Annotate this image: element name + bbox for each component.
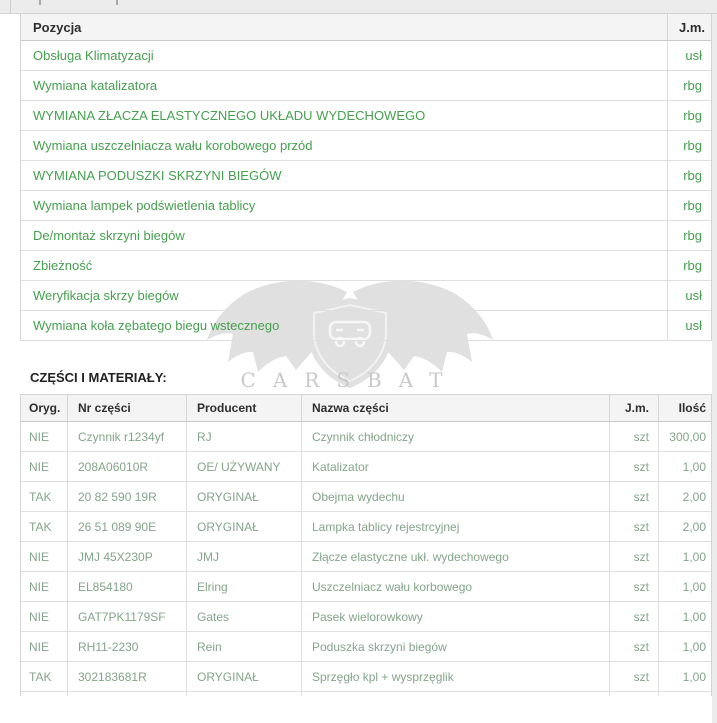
part-row <box>21 572 711 602</box>
service-name-link[interactable]: Obsługa Klimatyzacji <box>33 48 154 63</box>
part-quantity: 2,00 <box>658 482 713 511</box>
service-unit: rbg <box>667 221 711 250</box>
cutoff-top-strip <box>0 0 717 14</box>
part-name: Pasek wielorowkowy <box>301 602 609 631</box>
parts-section-heading: CZĘŚCI I MATERIAŁY: <box>30 370 167 385</box>
watermark-brand-text: CARSBAT <box>240 368 460 392</box>
part-row <box>21 452 711 482</box>
parts-table <box>20 394 712 696</box>
part-name: Czynnik chłodniczy <box>301 422 609 451</box>
part-original-flag: NIE <box>29 549 50 564</box>
service-row <box>21 191 711 221</box>
part-original-flag: NIE <box>29 609 50 624</box>
part-number: 302183681R <box>67 662 186 691</box>
service-row <box>21 251 711 281</box>
part-unit: szt <box>609 512 658 541</box>
part-producer: OE/ UŻYWANY <box>186 452 301 481</box>
part-unit: szt <box>609 632 658 661</box>
part-quantity: 1,00 <box>658 662 713 691</box>
part-row <box>21 422 711 452</box>
part-row <box>21 632 711 662</box>
part-unit: szt <box>609 452 658 481</box>
part-unit: szt <box>609 572 658 601</box>
part-quantity: 1,00 <box>658 542 713 571</box>
part-producer: Gates <box>186 602 301 631</box>
service-unit: rbg <box>667 71 711 100</box>
service-unit: rbg <box>667 251 711 280</box>
part-unit: szt <box>609 662 658 691</box>
part-row <box>21 482 711 512</box>
service-name-link[interactable]: WYMIANA PODUSZKI SKRZYNI BIEGÓW <box>33 168 282 183</box>
part-name: Uszczelniacz wału korbowego <box>301 572 609 601</box>
service-name-link[interactable]: Weryfikacja skrzy biegów <box>33 288 179 303</box>
column-header-ilosc: Ilość <box>658 395 713 421</box>
column-header-pozycja: Pozycja <box>33 19 82 35</box>
part-producer: Rein <box>186 632 301 661</box>
service-row <box>21 311 711 341</box>
part-number: GAT7PK1179SF <box>67 602 186 631</box>
part-name: Lampka tablicy rejestrcyjnej <box>301 512 609 541</box>
part-row <box>21 542 711 572</box>
part-unit: szt <box>609 602 658 631</box>
part-name: Sprzęgło kpl + wysprzęglik <box>301 662 609 691</box>
service-name-link[interactable]: De/montaż skrzyni biegów <box>33 228 185 243</box>
part-row <box>21 662 711 692</box>
part-original-flag: NIE <box>29 639 50 654</box>
service-unit: rbg <box>667 101 711 130</box>
part-quantity: 1,00 <box>658 452 713 481</box>
part-number: 208A06010R <box>67 452 186 481</box>
part-producer: ORYGINAŁ <box>186 662 301 691</box>
part-producer: Elring <box>186 572 301 601</box>
column-header-jm: J.m. <box>667 14 711 40</box>
service-name-link[interactable]: WYMIANA ZŁACZA ELASTYCZNEGO UKŁADU WYDECHOWEGO <box>33 108 426 123</box>
part-number: 26 51 089 90E <box>67 512 186 541</box>
service-unit: usł <box>667 311 711 340</box>
part-unit: szt <box>609 422 658 451</box>
part-quantity: 1,00 <box>658 602 713 631</box>
cutoff-text-artifact <box>39 0 41 5</box>
part-number: JMJ 45X230P <box>67 542 186 571</box>
service-row <box>21 161 711 191</box>
service-row <box>21 221 711 251</box>
part-original-flag: NIE <box>29 429 50 444</box>
service-unit: usł <box>667 281 711 310</box>
part-number: RH11-2230 <box>67 632 186 661</box>
services-table-header <box>21 14 711 41</box>
service-row <box>21 71 711 101</box>
column-header-nr-czesci: Nr części <box>67 395 186 421</box>
service-name-link[interactable]: Wymiana katalizatora <box>33 78 158 93</box>
service-unit: rbg <box>667 191 711 220</box>
service-name-link[interactable]: Wymiana lampek podświetlenia tablicy <box>33 198 256 213</box>
service-unit: usł <box>667 41 711 70</box>
parts-table-header <box>21 395 711 422</box>
part-original-flag: NIE <box>29 459 50 474</box>
service-name-link[interactable]: Wymiana uszczelniacza wału korobowego przód <box>33 138 313 153</box>
part-producer: ORYGINAŁ <box>186 512 301 541</box>
service-name-link[interactable]: Zbieżność <box>33 258 93 273</box>
part-unit: szt <box>609 482 658 511</box>
service-name-link[interactable]: Wymiana koła zębatego biegu wstecznego <box>33 318 280 333</box>
part-original-flag: TAK <box>29 519 52 534</box>
part-producer: RJ <box>186 422 301 451</box>
part-quantity: 1,00 <box>658 632 713 661</box>
services-table <box>20 14 712 341</box>
service-unit: rbg <box>667 161 711 190</box>
part-unit: szt <box>609 542 658 571</box>
cutoff-text-artifact <box>116 0 118 5</box>
part-number: EL854180 <box>67 572 186 601</box>
part-number: Czynnik r1234yf <box>67 422 186 451</box>
part-producer: JMJ <box>186 542 301 571</box>
service-unit: rbg <box>667 131 711 160</box>
part-quantity: 2,00 <box>658 512 713 541</box>
service-row <box>21 41 711 71</box>
part-name: Katalizator <box>301 452 609 481</box>
part-row <box>21 512 711 542</box>
part-quantity: 300,00 <box>658 422 713 451</box>
cutoff-next-row <box>21 692 711 696</box>
part-name: Złącze elastyczne ukł. wydechowego <box>301 542 609 571</box>
top-strip-divider <box>10 0 11 13</box>
part-original-flag: NIE <box>29 579 50 594</box>
part-original-flag: TAK <box>29 669 52 684</box>
part-name: Obejma wydechu <box>301 482 609 511</box>
column-header-oryg: Oryg. <box>29 401 61 415</box>
column-header-jm: J.m. <box>609 395 658 421</box>
column-header-nazwa: Nazwa części <box>301 395 609 421</box>
part-number: 20 82 590 19R <box>67 482 186 511</box>
service-row <box>21 281 711 311</box>
part-producer: ORYGINAŁ <box>186 482 301 511</box>
service-row <box>21 131 711 161</box>
part-row <box>21 602 711 632</box>
part-original-flag: TAK <box>29 489 52 504</box>
column-header-producent: Producent <box>186 395 301 421</box>
service-row <box>21 101 711 131</box>
part-name: Poduszka skrzyni biegów <box>301 632 609 661</box>
part-quantity: 1,00 <box>658 572 713 601</box>
